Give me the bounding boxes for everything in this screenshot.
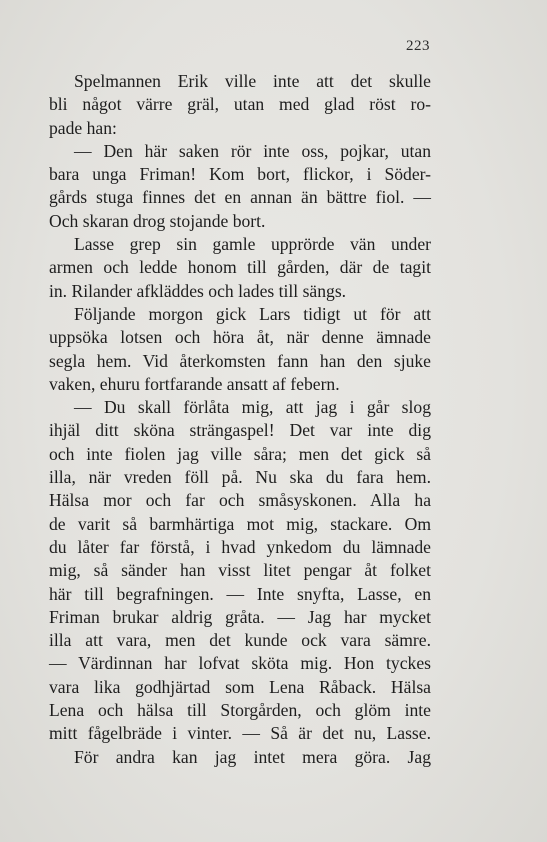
text-line: vaken, ehuru fortfarande ansatt af febern. <box>49 373 340 394</box>
text-line: Lasse grep sin gamle upprörde vän under <box>74 234 431 255</box>
text-line: — Den här saken rör inte oss, pojkar, utan <box>74 140 431 161</box>
text-line: illa, när vreden föll på. Nu ska du fara hem. <box>49 467 431 488</box>
text-line: bli något värre gräl, utan med glad röst ro- <box>49 94 431 115</box>
text-line: här till begrafningen. — Inte snyfta, Lasse, en <box>49 583 431 604</box>
text-line: mitt fågelbräde i vinter. — Så är det nu, Lasse. <box>49 723 431 744</box>
text-line: vara lika godhjärtad som Lena Råback. Hälsa <box>49 676 431 697</box>
text-line: segla hem. Vid återkomsten fann han den sjuke <box>49 350 431 371</box>
text-line: — Värdinnan har lofvat sköta mig. Hon tyckes <box>49 653 431 674</box>
text-line: — Du skall förlåta mig, att jag i går slog <box>74 397 431 418</box>
text-line: Lena och hälsa till Storgården, och glöm inte <box>49 700 431 721</box>
text-line: uppsöka lotsen och höra åt, när denne ämnade <box>49 327 431 348</box>
text-line: armen och ledde honom till gården, där de tagit <box>49 257 431 278</box>
text-line: ihjäl ditt sköna strängaspel! Det var inte dig <box>49 420 431 441</box>
text-line: Friman brukar aldrig gråta. — Jag har mycket <box>49 606 431 627</box>
body-text <box>49 70 431 769</box>
text-line: mig, så sänder han visst litet pengar åt folket <box>49 560 431 581</box>
text-line: du låter far förstå, i hvad ynkedom du lämnade <box>49 536 431 557</box>
text-line: pade han: <box>49 117 117 138</box>
text-line: Och skaran drog stojande bort. <box>49 210 266 231</box>
text-line: de varit så barmhärtiga mot mig, stackare. Om <box>49 513 431 534</box>
text-line: Spelmannen Erik ville inte att det skulle <box>74 71 431 91</box>
text-line: in. Rilander afkläddes och lades till sängs. <box>49 280 347 301</box>
text-line: illa att vara, men det kunde ock vara sämre. <box>49 630 431 651</box>
text-line: För andra kan jag intet mera göra. Jag <box>74 746 431 767</box>
text-line: och inte fiolen jag ville såra; men det gick så <box>49 443 431 464</box>
text-line: Hälsa mor och far och småsyskonen. Alla ha <box>49 490 431 511</box>
page-number: 223 <box>406 38 430 54</box>
text-line: bara unga Friman! Kom bort, flickor, i Söder- <box>49 164 431 185</box>
text-line: gårds stuga finnes det en annan än bättre fiol. — <box>49 187 431 208</box>
text-line: Följande morgon gick Lars tidigt ut för att <box>74 303 431 324</box>
